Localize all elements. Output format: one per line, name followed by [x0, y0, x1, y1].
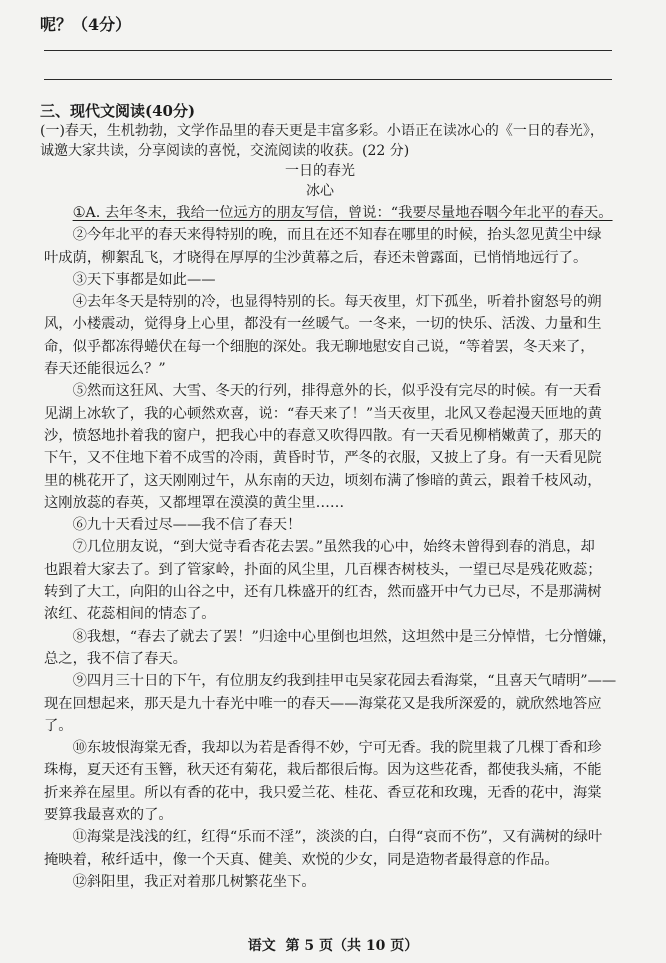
article-line: 风，小楼震动，觉得身上心里，都没有一丝暖气。一冬来，一切的快乐、活泼、力量和生 [44, 316, 602, 333]
article-line: ⑥九十天看过尽——我不信了春天！ [72, 517, 302, 534]
section-intro [40, 121, 624, 161]
article-line: 下午，又不住地下着不成雪的冷雨，黄昏时节，严冬的衣服，又披上了身。有一天看见院 [44, 450, 602, 467]
article-line: 里的桃花开了，这天刚刚过午，从东南的天边，顷刻布满了惨暗的黄云，跟着千枝风动， [44, 472, 602, 489]
article-line: ⑪海棠是浅浅的红，红得“乐而不淫”，淡淡的白，白得“哀而不伤”，又有满树的绿叶 [72, 829, 603, 846]
article-line: ⑩东坡恨海棠无香，我却以为若是香得不妙，宁可无香。我的院里栽了几棵丁香和珍 [72, 740, 602, 757]
article-line: 要算我最喜欢的了。 [44, 807, 173, 824]
article-line: 这刚放蕊的春英，又都埋罩在漠漠的黄尘里…… [44, 494, 345, 511]
article-line: 现在回想起来，那天是九十春光中唯一的春天——海棠花又是我所深爱的，就欣然地答应 [44, 695, 602, 712]
paragraph-10 [44, 737, 620, 826]
paragraph-12 [44, 871, 620, 893]
paragraph-3 [44, 269, 620, 291]
article-line: ③天下事都是如此—— [72, 271, 216, 288]
article-line: 也跟着大家去了。到了管家岭，扑面的风尘里，几百棵杏树枝头，一望已尽是残花败蕊； [44, 561, 602, 578]
article-line: 总之，我不信了春天。 [44, 650, 187, 667]
article-line: 命，似乎都冻得蜷伏在每一个细胞的深处。我无聊地慰安自己说，“等着罢，冬天来了， [44, 338, 595, 355]
paragraph-6 [44, 514, 620, 536]
answer-line [44, 79, 612, 80]
paragraph-9 [44, 670, 620, 737]
paragraph-8 [44, 626, 620, 671]
intro-line: 诚邀大家共读，分享阅读的喜悦，交流阅读的收获。(22 分) [40, 143, 410, 159]
intro-line: (一)春天，生机勃勃，文学作品里的春天更是丰富多彩。小语正在读冰心的《一日的春光》， [40, 123, 604, 139]
article-line: ④去年冬天是特别的冷，也显得特别的长。每天夜里，灯下孤坐，听着扑窗怒号的朔 [72, 294, 602, 311]
article-title: 一日的春光 [285, 163, 355, 179]
previous-question-tail: 呢？（4分） [40, 15, 132, 34]
article-line: ⑧我想，“春去了就去了罢！”归途中心里倒也坦然，这坦然中是三分悼惜，七分憎嫌， [72, 628, 617, 645]
paragraph-5 [44, 380, 620, 514]
article-line: 了。 [44, 717, 73, 734]
article-line: 掩映着，秾纤适中，像一个天真、健美、欢悦的少女，同是造物者最得意的作品。 [44, 851, 559, 868]
article-line: 转到了大工，向阳的山谷之中，还有几株盛开的红杏，然而盛开中气力已尽，不是那满树 [44, 584, 602, 601]
article-body [44, 202, 620, 893]
page-footer: 语文 第 5 页（共 10 页） [247, 938, 419, 954]
paragraph-7 [44, 536, 620, 625]
article-line: ⑤然而这狂风、大雪、冬天的行列，排得意外的长，似乎没有完尽的时候。有一天看 [72, 383, 602, 400]
article-line: 折来养在屋里。所以有香的花中，我只爱兰花、桂花、香豆花和玫瑰，无香的花中，海棠 [44, 784, 602, 801]
article-line: ⑦几位朋友说，“到大觉寺看杏花去罢。”虽然我的心中，始终未曾得到春的消息，却 [72, 539, 595, 556]
article-line: ①A. 去年冬末，我给一位远方的朋友写信，曾说：“我要尽量地吞咽今年北平的春天。 [72, 205, 613, 221]
article-line: 浓红、花蕊相间的情态了。 [44, 606, 216, 623]
article-line: ⑨四月三十日的下午，有位朋友约我到挂甲屯吴家花园去看海棠，“且喜天气晴明”—— [72, 673, 617, 690]
paragraph-1 [44, 202, 620, 224]
section-heading: 三、现代文阅读(40分) [40, 102, 196, 120]
article-line: ⑫斜阳里，我正对着那几树繁花坐下。 [72, 873, 316, 890]
article-line: 见湖上冰软了，我的心顿然欢喜，说：“春天来了！”当天夜里，北风又卷起漫天匝地的黄 [44, 405, 602, 422]
paragraph-2 [44, 224, 620, 269]
article-line: 沙，愤怒地扑着我的窗户，把我心中的春意又吹得四散。有一天看见柳梢嫩黄了，那天的 [44, 427, 602, 444]
paragraph-11 [44, 826, 620, 871]
answer-line [44, 50, 612, 51]
paragraph-4 [44, 291, 620, 380]
article-line: 春天还能很远么？” [44, 361, 166, 378]
article-line: ②今年北平的春天来得特别的晚，而且在还不知春在哪里的时候，抬头忽见黄尘中绿 [72, 227, 602, 244]
article-line: 叶成荫，柳絮乱飞，才晓得在厚厚的尘沙黄幕之后，春还未曾露面，已悄悄地远行了。 [44, 249, 588, 266]
article-line: 珠梅，夏天还有玉簪，秋天还有菊花，栽后都很后悔。因为这些花香，都使我头痛，不能 [44, 762, 602, 779]
article-author: 冰心 [306, 183, 334, 199]
